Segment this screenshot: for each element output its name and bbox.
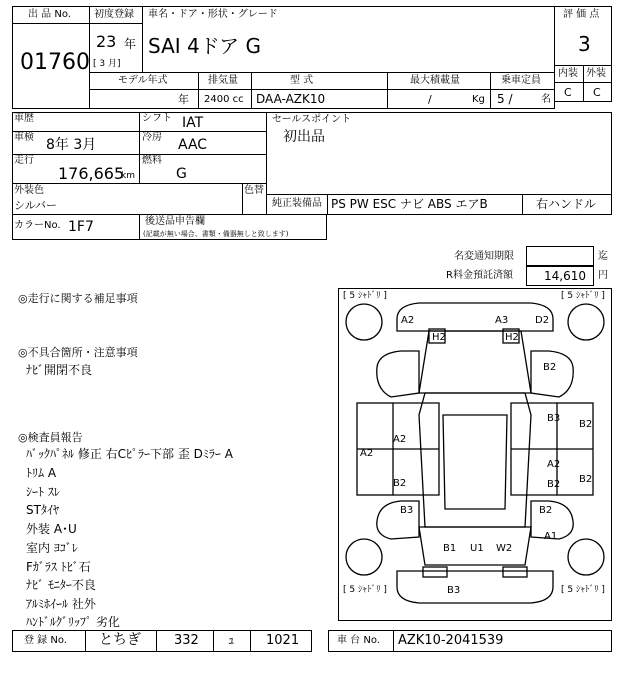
- load-unit: Kg: [472, 94, 485, 105]
- inspector-line-6: 室内 ﾖｺﾞﾚ: [26, 541, 78, 555]
- name-change-label: 名変通知期限: [454, 251, 514, 262]
- inspector-line-7: Fｶﾞﾗｽ ﾄﾋﾞ石: [26, 560, 91, 574]
- reg-class-no: 332: [174, 633, 199, 648]
- fuel-label: 燃料: [142, 155, 162, 166]
- mark-a3-top: A3: [495, 315, 509, 326]
- load-label: 最大積載量: [410, 75, 460, 86]
- inspector-line-2: ﾄﾘﾑ A: [26, 466, 57, 480]
- tire-front-right-icon: [568, 304, 604, 340]
- inspector-line-4: STﾀｲﾔ: [26, 503, 59, 517]
- mark-b1-rear: B1: [443, 543, 457, 554]
- history-label: 車歴: [14, 113, 34, 124]
- displacement-value: 2400 cc: [204, 94, 244, 105]
- capacity-label: 乗車定員: [501, 75, 541, 86]
- taillight-left-shape: [423, 567, 447, 577]
- recycle-label: R料金預託済額: [446, 270, 513, 281]
- displacement-label: 排気量: [208, 75, 238, 86]
- mark-b2-right-rear: B2: [539, 505, 553, 516]
- steering-value: 右ハンドル: [536, 197, 597, 211]
- inspector-line-10: ﾊﾝﾄﾞﾙｸﾞﾘｯﾌﾟ 劣化: [26, 615, 120, 629]
- color-no-value: 1F7: [68, 219, 94, 235]
- interior-label: 内装: [558, 68, 578, 79]
- inspector-label: ◎検査員報告: [18, 431, 83, 444]
- mark-b2-right-3: B2: [579, 474, 593, 485]
- tire-rear-left-icon: [346, 539, 382, 575]
- type-label: 型 式: [290, 75, 314, 86]
- mark-a1-right-rear: A1: [544, 531, 558, 542]
- defect-line-1: ﾅﾋﾞ開閉不良: [26, 363, 93, 377]
- driving-notes-label: ◎走行に関する補足事項: [18, 292, 138, 305]
- first-reg-year: 23: [96, 32, 117, 51]
- capacity-value: 5 /: [497, 92, 513, 106]
- grade-label: 評 価 点: [563, 9, 600, 20]
- load-slash: /: [428, 93, 432, 106]
- sales-label: セールスポイント: [272, 114, 352, 125]
- chassis-number: AZK10-2041539: [398, 633, 504, 648]
- mileage-unit: km: [121, 171, 135, 181]
- model-year-value: 年: [178, 93, 189, 106]
- mark-b2-right-front: B2: [543, 362, 557, 373]
- tire-depth-tr: [ 5 ｼｬﾄﾞﾘ ]: [561, 291, 605, 301]
- inspector-line-8: ﾅﾋﾞ ﾓﾆﾀｰ不良: [26, 578, 96, 592]
- postreg-note: (記載が無い場合、書類・備器無しと致します): [143, 230, 289, 238]
- color-no-label: カラーNo.: [14, 220, 61, 231]
- damage-diagram: [338, 288, 612, 621]
- ac-label: 冷房: [142, 132, 162, 143]
- inspector-line-5: 外装 A･U: [26, 522, 77, 536]
- capacity-unit: 名: [541, 94, 551, 105]
- color-label: 外装色: [14, 185, 44, 196]
- mark-a2-top: A2: [401, 315, 415, 326]
- mark-w2-rear: W2: [496, 543, 513, 554]
- lot-number: 01760: [20, 50, 90, 75]
- name-change-box: [526, 246, 594, 266]
- first-reg-label: 初度登録: [94, 9, 134, 20]
- front-left-fender-shape: [377, 351, 419, 397]
- grade-value: 3: [578, 32, 591, 56]
- inspection-label: 車検: [14, 132, 34, 143]
- cabin-shape: [419, 393, 531, 527]
- reg-number: 1021: [266, 633, 300, 648]
- mark-b3-bottom: B3: [447, 585, 461, 596]
- sales-value: 初出品: [283, 129, 325, 145]
- mark-u1-rear: U1: [470, 543, 484, 554]
- mark-b2-left: B2: [393, 478, 407, 489]
- car-name-label: 車名・ドア・形状・グレード: [148, 9, 278, 20]
- mark-h2-right: H2: [505, 332, 519, 343]
- recycle-unit: 円: [598, 270, 608, 281]
- mileage-value: 176,665: [58, 164, 125, 183]
- front-right-fender-shape: [531, 351, 573, 397]
- tire-front-left-icon: [346, 304, 382, 340]
- name-change-unit: 迄: [598, 251, 608, 262]
- mark-b3-right: B3: [547, 413, 561, 424]
- equip-label: 純正装備品: [272, 198, 322, 209]
- inspection-value: 8年 3月: [46, 137, 97, 153]
- type-label-box: [251, 72, 388, 90]
- fuel-value: G: [176, 166, 187, 182]
- taillight-right-shape: [503, 567, 527, 577]
- tire-depth-bl: [ 5 ｼｬﾄﾞﾘ ]: [343, 585, 387, 595]
- tire-depth-br: [ 5 ｼｬﾄﾞﾘ ]: [561, 585, 605, 595]
- type-value: DAA-AZK10: [256, 92, 326, 106]
- first-reg-year-unit: 年: [124, 37, 137, 51]
- mark-a2-left-edge: A2: [360, 448, 374, 459]
- mark-b2-right-2: B2: [547, 479, 561, 490]
- mark-b3-left: B3: [400, 505, 414, 516]
- reg-label: 登 録 No.: [24, 635, 67, 646]
- equip-value: PS PW ESC ナビ ABS エアB: [331, 197, 488, 211]
- mark-h2-left: H2: [432, 332, 446, 343]
- first-reg-month: [ 3 月]: [93, 59, 121, 69]
- inspector-line-9: ｱﾙﾐﾎｲｰﾙ 社外: [26, 597, 96, 611]
- chassis-label: 車 台 No.: [337, 635, 380, 646]
- reg-prefecture: とちぎ: [99, 632, 141, 648]
- mark-d2-top: D2: [535, 315, 550, 326]
- color-value: シルバー: [14, 199, 57, 212]
- roof-shape: [443, 415, 507, 509]
- tire-rear-right-icon: [568, 539, 604, 575]
- model-year-label: モデル年式: [118, 75, 168, 86]
- mileage-label: 走行: [14, 155, 34, 166]
- mark-a2-left-door: A2: [393, 434, 407, 445]
- rear-bumper-shape: [397, 571, 553, 603]
- inspector-line-3: ｼｰﾄ ｽﾚ: [26, 485, 60, 499]
- exterior-grade: C: [593, 86, 601, 99]
- front-bumper-shape: [397, 303, 553, 331]
- reg-kana: ｭ: [228, 633, 235, 648]
- repaint-label: 色替: [244, 185, 264, 196]
- exterior-label: 外装: [586, 68, 606, 79]
- postreg-label: 後送品申告欄: [145, 216, 205, 227]
- defects-label: ◎不具合箇所・注意事項: [18, 346, 138, 359]
- ac-value: AAC: [178, 137, 208, 153]
- shift-label: シフト: [142, 113, 172, 124]
- car-name: SAI 4ドア G: [148, 34, 261, 58]
- interior-grade: C: [564, 86, 572, 99]
- recycle-value: 14,610: [544, 269, 586, 283]
- mark-a2-right: A2: [547, 459, 561, 470]
- tire-depth-tl: [ 5 ｼｬﾄﾞﾘ ]: [343, 291, 387, 301]
- inspector-line-1: ﾊﾞｯｸﾊﾟﾈﾙ 修正 右Cﾋﾟﾗｰ下部 歪 Dﾐﾗｰ A: [26, 447, 233, 461]
- mark-b2-right-side: B2: [579, 419, 593, 430]
- lot-label: 出 品 No.: [28, 9, 71, 20]
- shift-value: IAT: [182, 115, 204, 131]
